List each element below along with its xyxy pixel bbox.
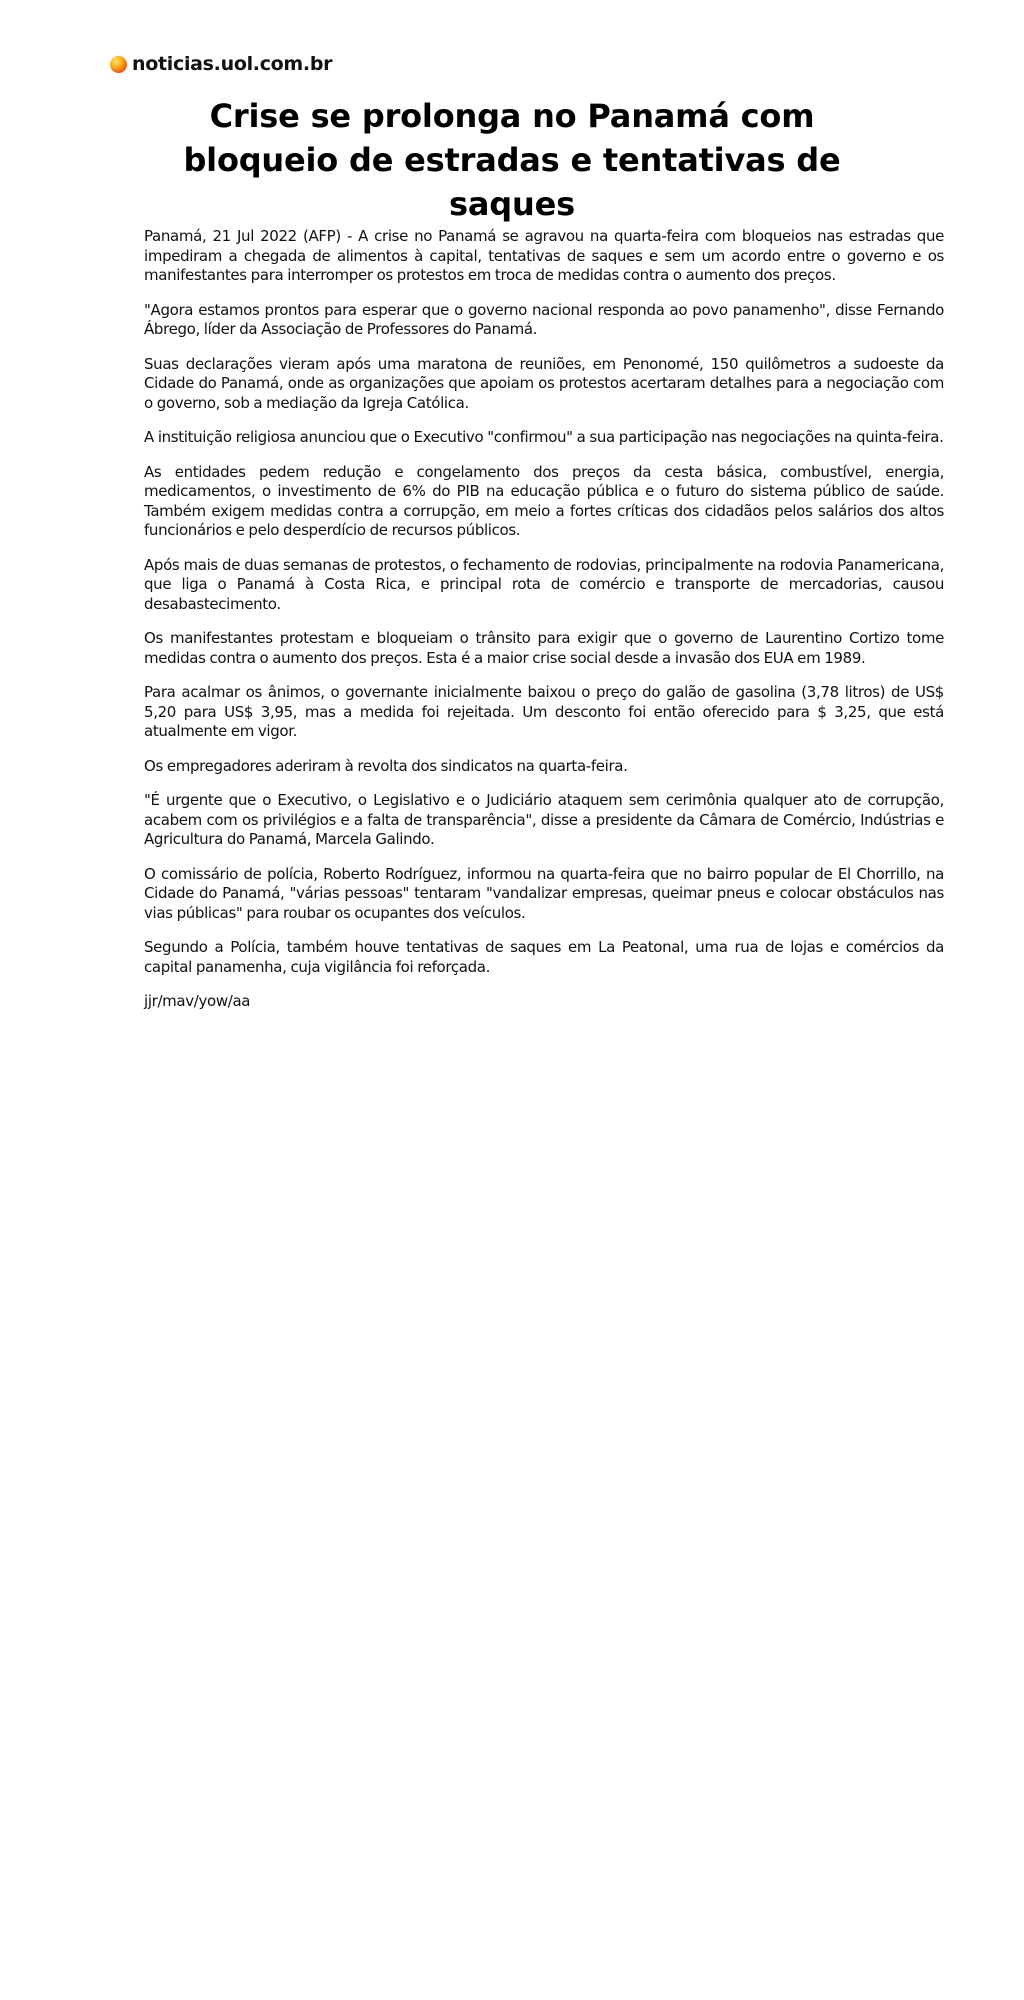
- site-name: noticias.uol.com.br: [132, 53, 333, 75]
- article-paragraph: "Agora estamos prontos para esperar que o governo nacional responda ao povo panamenho", disse Fernando Ábrego, líder da Associação de Professores do Panamá.: [144, 300, 944, 338]
- article-paragraph: "É urgente que o Executivo, o Legislativo e o Judiciário ataquem sem cerimônia qualquer ato de corrupção, acabem com os privilégios e a falta de transparência", disse a presidente da Câmara de Comércio, Indústrias e Agricultura do Panamá, Marcela Galindo.: [144, 791, 944, 848]
- site-header: [110, 50, 332, 78]
- article-paragraph: Os empregadores aderiram à revolta dos sindicatos na quarta-feira.: [144, 756, 628, 775]
- article-paragraph: Panamá, 21 Jul 2022 (AFP) - A crise no Panamá se agravou na quarta-feira com bloqueios nas estradas que impediram a chegada de alimentos à capital, tentativas de saques e sem um acordo entre o governo e os manifestantes para interromper os protestos em troca de medidas contra o aumento dos preços.: [144, 227, 944, 284]
- article-paragraph: O comissário de polícia, Roberto Rodríguez, informou na quarta-feira que no bairro popular de El Chorrillo, na Cidade do Panamá, "várias pessoas" tentaram "vandalizar empresas, queimar pneus e colocar obstáculos nas vias públicas" para roubar os ocupantes dos veículos.: [144, 864, 944, 922]
- article-paragraph: Para acalmar os ânimos, o governante inicialmente baixou o preço do galão de gasolina (3,78 litros) de US$ 5,20 para US$ 3,95, mas a medida foi rejeitada. Um desconto foi então oferecido para $ 3,25, que está atualmente em vigor.: [144, 683, 944, 740]
- article-paragraph: Após mais de duas semanas de protestos, o fechamento de rodovias, principalmente na rodovia Panamericana, que liga o Panamá à Costa Rica, e principal rota de comércio e transporte de mercadorias, causou desabastecimento.: [144, 555, 944, 613]
- article-signature: jjr/mav/yow/aa: [144, 992, 251, 1010]
- article-headline: Crise se prolonga no Panamá com bloqueio de estradas e tentativas de saques: [183, 97, 841, 223]
- article-paragraph: Suas declarações vieram após uma maratona de reuniões, em Penonomé, 150 quilômetros a sudoeste da Cidade do Panamá, onde as organizações que apoiam os protestos acertaram detalhes para a negociação com o governo, sob a mediação da Igreja Católica.: [144, 354, 944, 412]
- article-paragraph: Os manifestantes protestam e bloqueiam o trânsito para exigir que o governo de Laurentino Cortizo tome medidas contra o aumento dos preços. Esta é a maior crise social desde a invasão dos EUA em 1989.: [144, 629, 944, 667]
- uol-logo-icon: [110, 56, 127, 73]
- article-paragraph: As entidades pedem redução e congelamento dos preços da cesta básica, combustível, energia, medicamentos, o investimento de 6% do PIB na educação pública e o futuro do sistema público de saúde. Também exigem medidas contra a corrupção, em meio a fortes críticas dos cidadãos pelos salários dos altos funcionários e pelo desperdício de recursos públicos.: [144, 462, 944, 539]
- article-paragraph: A instituição religiosa anunciou que o Executivo "confirmou" a sua participação nas negociações na quinta-feira.: [144, 428, 944, 446]
- article-body: [144, 227, 944, 1027]
- article-paragraph: Segundo a Polícia, também houve tentativas de saques em La Peatonal, uma rua de lojas e comércios da capital panamenha, cuja vigilância foi reforçada.: [144, 938, 944, 976]
